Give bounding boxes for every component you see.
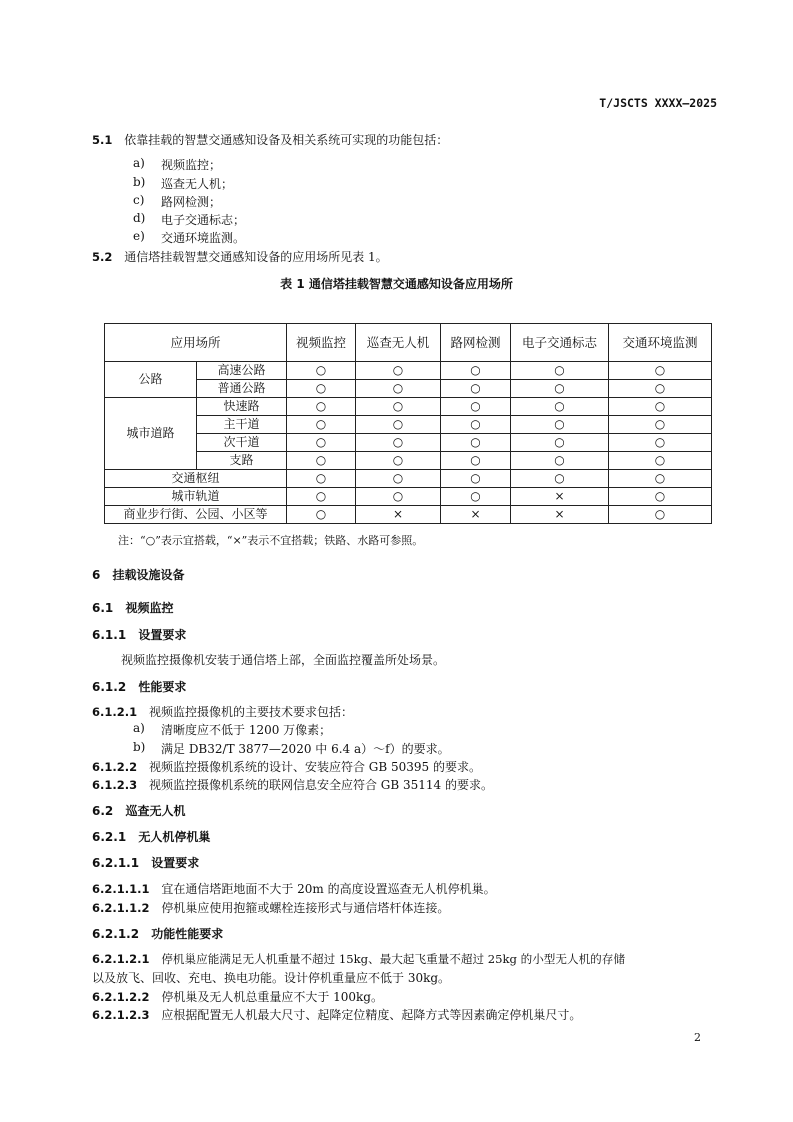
clause-number: 5.1 — [92, 133, 113, 147]
list-item — [133, 211, 246, 227]
header-cell: 交通环境监测 — [609, 324, 712, 362]
table-cell: ○ — [287, 488, 356, 506]
list-text: 路网检测； — [161, 195, 222, 209]
page-number: 2 — [694, 1031, 701, 1044]
table-cell: ○ — [356, 452, 441, 470]
header-cell: 路网检测 — [441, 324, 511, 362]
row-label: 主干道 — [197, 416, 287, 434]
list-marker: b) — [133, 740, 146, 754]
section-title: 设置要求 — [151, 856, 200, 870]
row-label: 快速路 — [197, 398, 287, 416]
table-cell: ○ — [609, 362, 712, 380]
row-label: 城市轨道 — [105, 488, 287, 506]
section-6-1-1-heading — [92, 626, 186, 643]
table-cell: ○ — [511, 380, 609, 398]
table-cell: ○ — [511, 452, 609, 470]
list-item — [133, 229, 246, 245]
table-cell: ○ — [441, 452, 511, 470]
table-cell: ○ — [287, 506, 356, 524]
list-item — [133, 740, 450, 756]
section-title: 设置要求 — [138, 628, 187, 642]
header-cell: 巡查无人机 — [356, 324, 441, 362]
list-marker: d) — [133, 211, 146, 225]
clause-6-2-1-2-2 — [92, 988, 383, 1005]
table-cell: ○ — [609, 380, 712, 398]
table-cell: ○ — [609, 506, 712, 524]
list-text: 满足 DB32/T 3877—2020 中 6.4 a）～f）的要求。 — [161, 742, 450, 756]
clause-text: 停机巢应能满足无人机重量不超过 15kg、最大起飞重量不超过 25kg 的小型无人机的存储 — [161, 952, 625, 966]
group-cell: 公路 — [105, 362, 197, 398]
table-row — [105, 416, 712, 434]
list-text: 清晰度应不低于 1200 万像素； — [161, 723, 332, 737]
list-item — [133, 156, 222, 172]
clause-6-2-1-2-3 — [92, 1006, 581, 1023]
table-cell: ○ — [511, 362, 609, 380]
clause-number: 6.2.1.1.1 — [92, 882, 150, 896]
section-number: 6.1 — [92, 601, 114, 615]
table-cell: ○ — [441, 488, 511, 506]
table-row — [105, 470, 712, 488]
list-item — [133, 721, 332, 737]
clause-text: 通信塔挂载智慧交通感知设备的应用场所见表 1。 — [124, 250, 388, 264]
table-cell: ○ — [287, 434, 356, 452]
clause-6-1-2-3 — [92, 776, 493, 793]
section-title: 挂载设施设备 — [112, 568, 185, 582]
section-number: 6.2 — [92, 804, 114, 818]
table-cell: ○ — [287, 380, 356, 398]
section-number: 6.1.1 — [92, 628, 127, 642]
clause-text: 停机巢应使用抱箍或螺栓连接形式与通信塔杆体连接。 — [161, 901, 450, 915]
row-label: 交通枢纽 — [105, 470, 287, 488]
table-cell: ○ — [609, 398, 712, 416]
clause-text: 应根据配置无人机最大尺寸、起降定位精度、起降方式等因素确定停机巢尺寸。 — [161, 1008, 582, 1022]
table-cell: × — [511, 488, 609, 506]
clause-5-1 — [92, 131, 448, 148]
clause-6-2-1-1-1 — [92, 880, 496, 897]
table-row — [105, 452, 712, 470]
row-label: 普通公路 — [197, 380, 287, 398]
section-6-2-1-1-heading — [92, 854, 199, 871]
section-number: 6.2.1.1 — [92, 856, 140, 870]
list-item — [133, 175, 234, 191]
document-code: T/JSCTS XXXX—2025 — [599, 96, 717, 110]
table-cell: × — [511, 506, 609, 524]
section-title: 功能性能要求 — [151, 927, 224, 941]
list-item — [133, 193, 222, 209]
clause-number: 6.1.2.3 — [92, 778, 138, 792]
header-cell: 应用场所 — [105, 324, 287, 362]
clause-6-2-1-2-1 — [92, 951, 625, 967]
list-marker: b) — [133, 175, 146, 189]
section-number: 6.2.1.2 — [92, 927, 140, 941]
list-marker: a) — [133, 721, 145, 735]
table-row — [105, 506, 712, 524]
table-cell: ○ — [511, 416, 609, 434]
clause-number: 5.2 — [92, 250, 113, 264]
list-text: 交通环境监测。 — [161, 231, 246, 245]
section-6-2-1-2-heading — [92, 925, 223, 942]
list-text: 巡查无人机； — [161, 177, 234, 191]
list-marker: a) — [133, 156, 145, 170]
table-cell: ○ — [356, 470, 441, 488]
clause-number: 6.1.2.1 — [92, 705, 138, 719]
section-number: 6.1.2 — [92, 680, 127, 694]
group-cell: 城市道路 — [105, 398, 197, 470]
table-cell: ○ — [287, 452, 356, 470]
table-cell: ○ — [287, 470, 356, 488]
table-cell: ○ — [441, 398, 511, 416]
table-cell: ○ — [511, 434, 609, 452]
table-cell: ○ — [356, 434, 441, 452]
clause-6-1-2-1 — [92, 703, 353, 720]
list-text: 视频监控； — [161, 158, 222, 172]
clause-6-2-1-1-2 — [92, 899, 449, 916]
section-6-2-1-heading — [92, 828, 210, 845]
clause-text: 依靠挂载的智慧交通感知设备及相关系统可实现的功能包括： — [124, 133, 449, 147]
row-label: 支路 — [197, 452, 287, 470]
clause-number: 6.1.2.2 — [92, 760, 138, 774]
table-cell: ○ — [356, 380, 441, 398]
section-title: 视频监控 — [125, 601, 174, 615]
section-title: 性能要求 — [138, 680, 187, 694]
table-note: 注：“○”表示宜搭载，“×”表示不宜搭载；铁路、水路可参照。 — [118, 534, 424, 547]
clause-5-2 — [92, 248, 388, 265]
table-cell: × — [441, 506, 511, 524]
row-label: 次干道 — [197, 434, 287, 452]
clause-text: 视频监控摄像机的主要技术要求包括： — [148, 705, 353, 719]
list-marker: e) — [133, 229, 145, 243]
table-cell: ○ — [441, 434, 511, 452]
table-row — [105, 434, 712, 452]
table-row — [105, 398, 712, 416]
clause-number: 6.2.1.2.2 — [92, 990, 150, 1004]
clause-6-1-2-2 — [92, 758, 481, 775]
table-cell: ○ — [609, 470, 712, 488]
clause-number: 6.2.1.1.2 — [92, 901, 150, 915]
clause-text: 视频监控摄像机系统的联网信息安全应符合 GB 35114 的要求。 — [148, 778, 493, 792]
table-cell: ○ — [441, 470, 511, 488]
table-cell: ○ — [609, 488, 712, 506]
header-cell: 电子交通标志 — [511, 324, 609, 362]
clause-number: 6.2.1.2.3 — [92, 1008, 150, 1022]
table-cell: × — [356, 506, 441, 524]
table-cell: ○ — [609, 452, 712, 470]
clause-text: 宜在通信塔距地面不大于 20m 的高度设置巡查无人机停机巢。 — [161, 882, 496, 896]
section-title: 无人机停机巢 — [138, 830, 211, 844]
table-cell: ○ — [356, 416, 441, 434]
table-cell: ○ — [287, 362, 356, 380]
section-6-1-2-heading — [92, 678, 186, 695]
table-cell: ○ — [609, 434, 712, 452]
table-cell: ○ — [287, 398, 356, 416]
section-6-2-heading — [92, 802, 185, 819]
section-6-1-heading — [92, 599, 173, 616]
list-marker: c) — [133, 193, 145, 207]
table-cell: ○ — [441, 416, 511, 434]
table-cell: ○ — [609, 416, 712, 434]
clause-text: 停机巢及无人机总重量应不大于 100kg。 — [161, 990, 383, 1004]
header-cell: 视频监控 — [287, 324, 356, 362]
table-header-row — [105, 324, 712, 362]
table-cell: ○ — [356, 398, 441, 416]
clause-text: 视频监控摄像机系统的设计、安装应符合 GB 50395 的要求。 — [148, 760, 481, 774]
table-row — [105, 362, 712, 380]
table-cell: ○ — [356, 488, 441, 506]
section-6-heading — [92, 566, 185, 583]
section-number: 6.2.1 — [92, 830, 127, 844]
table-cell: ○ — [287, 416, 356, 434]
row-label: 商业步行街、公园、小区等 — [105, 506, 287, 524]
table-cell: ○ — [511, 470, 609, 488]
table-cell: ○ — [356, 362, 441, 380]
application-table — [104, 323, 712, 524]
paragraph: 视频监控摄像机安装于通信塔上部，全面监控覆盖所处场景。 — [121, 653, 446, 667]
table-row — [105, 488, 712, 506]
row-label: 高速公路 — [197, 362, 287, 380]
clause-text-continued: 以及放飞、回收、充电、换电功能。设计停机重量应不低于 30kg。 — [92, 971, 451, 985]
table-cell: ○ — [441, 380, 511, 398]
section-title: 巡查无人机 — [125, 804, 186, 818]
table-cell: ○ — [441, 362, 511, 380]
list-text: 电子交通标志； — [161, 213, 246, 227]
table-row — [105, 380, 712, 398]
section-number: 6 — [92, 568, 101, 582]
table-cell: ○ — [511, 398, 609, 416]
table-caption: 表 1 通信塔挂载智慧交通感知设备应用场所 — [280, 277, 513, 291]
clause-number: 6.2.1.2.1 — [92, 952, 150, 966]
